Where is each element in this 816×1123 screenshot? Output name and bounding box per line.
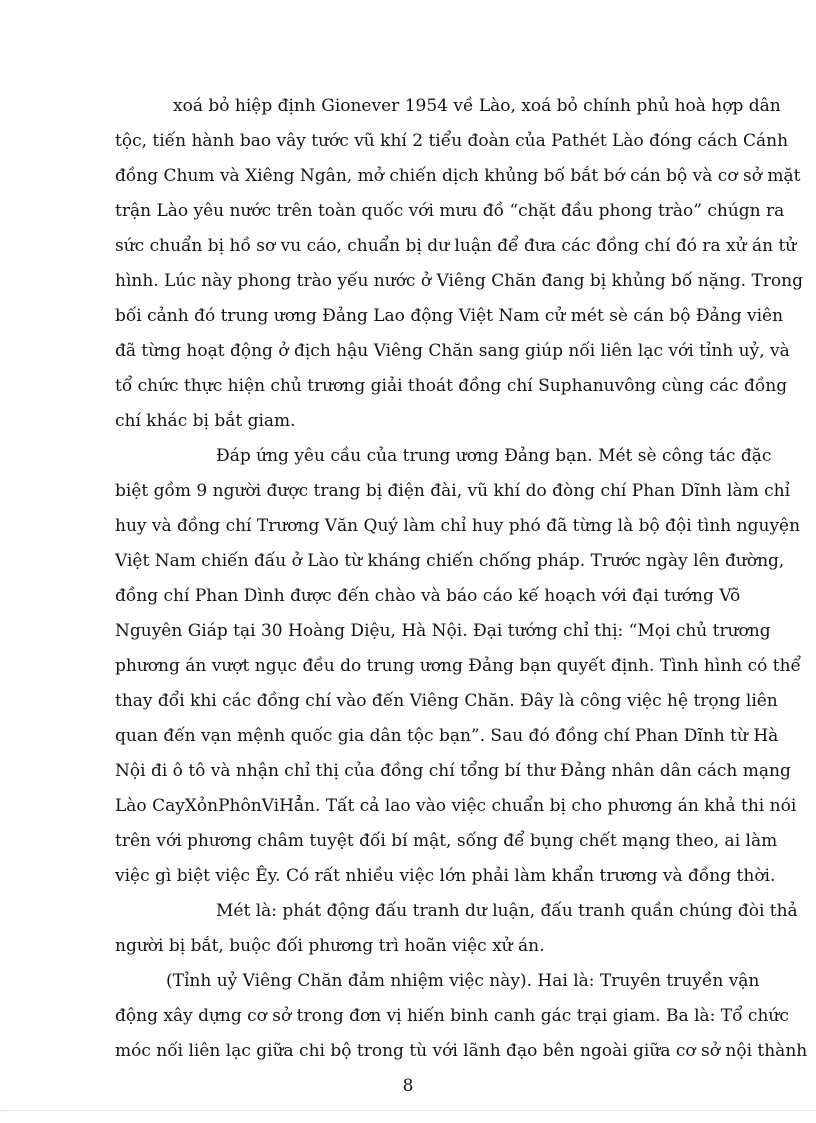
text-line: tộc, tiến hành bao vây tước vũ khí 2 tiểu đoàn của Pathét Lào đóng cách Cánh (115, 131, 789, 151)
text-line: Lào CayXỏnPhônViHẳn. Tất cả lao vào việc chuẩn bị cho phương án khả thi nói (115, 796, 797, 816)
text-line: trên với phương châm tuyệt đối bí mật, sống để bụng chết mạng theo, ai làm (115, 831, 778, 851)
text-line: trận Lào yêu nước trên toàn quốc với mưu đồ “chặt đầu phong trào” chúgn ra (115, 201, 785, 221)
text-line: biệt gồm 9 người được trang bị điện đài, vũ khí do đòng chí Phan Dĩnh làm chỉ (115, 481, 791, 501)
text-line: Nội đi ô tô và nhận chỉ thị của đồng chí tổng bí thư Đảng nhân dân cách mạng (115, 761, 791, 781)
text-line: sức chuẩn bị hồ sơ vu cáo, chuẩn bị dư luận để đưa các đồng chí đó ra xử án tử (115, 236, 797, 256)
text-line: đã từng hoạt động ở địch hậu Viêng Chăn sang giúp nối liên lạc với tỉnh uỷ, và (115, 341, 790, 361)
text-line: thay đổi khi các đồng chí vào đến Viêng Chăn. Đây là công việc hệ trọng liên (115, 691, 778, 711)
text-line: Mét là: phát động đấu tranh dư luận, đấu tranh quần chúng đòi thả (216, 901, 798, 921)
text-line: huy và đồng chí Trương Văn Quý làm chỉ huy phó đã từng là bộ đội tình nguyện (115, 516, 801, 536)
text-line: quan đến vạn mệnh quốc gia dân tộc bạn”. Sau đó đồng chí Phan Dĩnh từ Hà (115, 726, 779, 746)
page-bottom-divider (0, 1110, 816, 1111)
text-line: việc gì biệt việc Êy. Có rất nhiều việc lớn phải làm khẩn trương và đồng thời. (115, 866, 776, 886)
text-line: Nguyên Giáp tại 30 Hoàng Diệu, Hà Nội. Đại tướng chỉ thị: “Mọi chủ trương (115, 621, 771, 641)
text-line: phương án vượt ngục đều do trung ương Đảng bạn quyết định. Tình hình có thể (115, 656, 802, 676)
page-number: 8 (402, 1076, 414, 1096)
text-line: (Tỉnh uỷ Viêng Chăn đảm nhiệm việc này). Hai là: Truyên truyền vận (166, 971, 760, 991)
text-line: bối cảnh đó trung ương Đảng Lao động Việt Nam cử mét sè cán bộ Đảng viên (115, 306, 784, 326)
text-line: móc nối liên lạc giữa chi bộ trong tù với lãnh đạo bên ngoài giữa cơ sở nội thành (115, 1041, 808, 1061)
text-line: tổ chức thực hiện chủ trương giải thoát đồng chí Suphanuvông cùng các đồng (115, 376, 788, 396)
text-line: Việt Nam chiến đấu ở Lào từ kháng chiến chống pháp. Trước ngày lên đường, (115, 551, 785, 571)
text-line: chí khác bị bắt giam. (115, 411, 296, 431)
text-line: hình. Lúc này phong trào yếu nước ở Viêng Chăn đang bị khủng bố nặng. Trong (115, 271, 803, 291)
text-line: người bị bắt, buộc đối phương trì hoãn việc xử án. (115, 936, 545, 956)
text-line: đồng Chum và Xiêng Ngân, mở chiến dịch khủng bố bắt bớ cán bộ và cơ sở mặt (115, 166, 801, 186)
text-line: xoá bỏ hiệp định Gionever 1954 về Lào, xoá bỏ chính phủ hoà hợp dân (173, 96, 781, 116)
text-line: đồng chí Phan Dình được đến chào và báo cáo kế hoạch với đại tướng Võ (115, 586, 741, 606)
text-line: Đáp ứng yêu cầu của trung ương Đảng bạn. Mét sè công tác đặc (216, 446, 772, 466)
text-line: động xây dựng cơ sở trong đơn vị hiến binh canh gác trại giam. Ba là: Tổ chức (115, 1006, 789, 1026)
